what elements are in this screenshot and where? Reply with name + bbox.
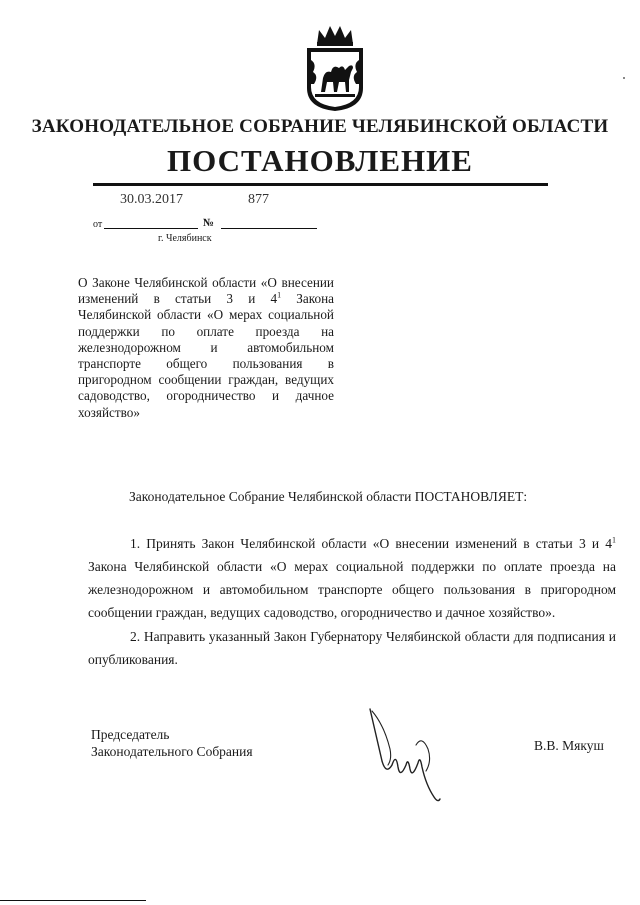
date-underline xyxy=(104,228,198,229)
resolution-item-1 xyxy=(88,532,616,624)
header-divider xyxy=(93,183,548,186)
signer-title-line-1: Председатель xyxy=(91,727,170,742)
preamble-text: Законодательное Собрание Челябинской области ПОСТАНОВЛЯЕТ: xyxy=(129,489,528,504)
handwritten-signature xyxy=(362,705,448,805)
number-underline xyxy=(221,228,317,229)
resolution-title xyxy=(78,275,334,421)
document-number: 877 xyxy=(248,192,269,207)
title-superscript: 1 xyxy=(277,290,282,300)
city-label: г. Челябинск xyxy=(158,233,212,244)
from-label: от xyxy=(93,219,103,230)
title-text-b: Закона Челябинской области «О мерах социальной поддержки по оплате проезда на железнодорожном и автомобильном транспорте общего пользования в пригородном сообщении граждан, ведущих садоводство, огородничество и дачное хозяйство» xyxy=(78,291,335,420)
resolution-item-2: 2. Направить указанный Закон Губернатору Челябинской области для подписания и опубликования. xyxy=(88,629,616,667)
item1-text-a: 1. Принять Закон Челябинской области «О внесении изменений в статьи 3 и 4 xyxy=(130,536,612,551)
item1-text-b: Закона Челябинской области «О мерах социальной поддержки по оплате проезда на железнодорожном и автомобильном транспорте общего пользования в пригородном сообщении граждан, ведущих садоводство, огородничество и дачное хозяйство». xyxy=(88,559,616,620)
document-date: 30.03.2017 xyxy=(120,192,183,207)
footer-divider xyxy=(0,900,146,901)
signer-title-line-2: Законодательного Собрания xyxy=(91,744,253,759)
organization-name: ЗАКОНОДАТЕЛЬНОЕ СОБРАНИЕ ЧЕЛЯБИНСКОЙ ОБЛАСТИ xyxy=(31,116,609,137)
coat-of-arms-icon xyxy=(303,20,367,112)
document-type-heading: ПОСТАНОВЛЕНИЕ xyxy=(167,143,473,178)
scan-artifact xyxy=(623,77,625,79)
number-label: № xyxy=(203,217,215,229)
signer-name: В.В. Мякуш xyxy=(534,738,604,753)
title-text-a: О Законе Челябинской области «О внесении изменений в статьи 3 и 4 xyxy=(78,275,334,307)
item1-superscript: 1 xyxy=(612,535,616,545)
signer-title xyxy=(91,726,253,760)
